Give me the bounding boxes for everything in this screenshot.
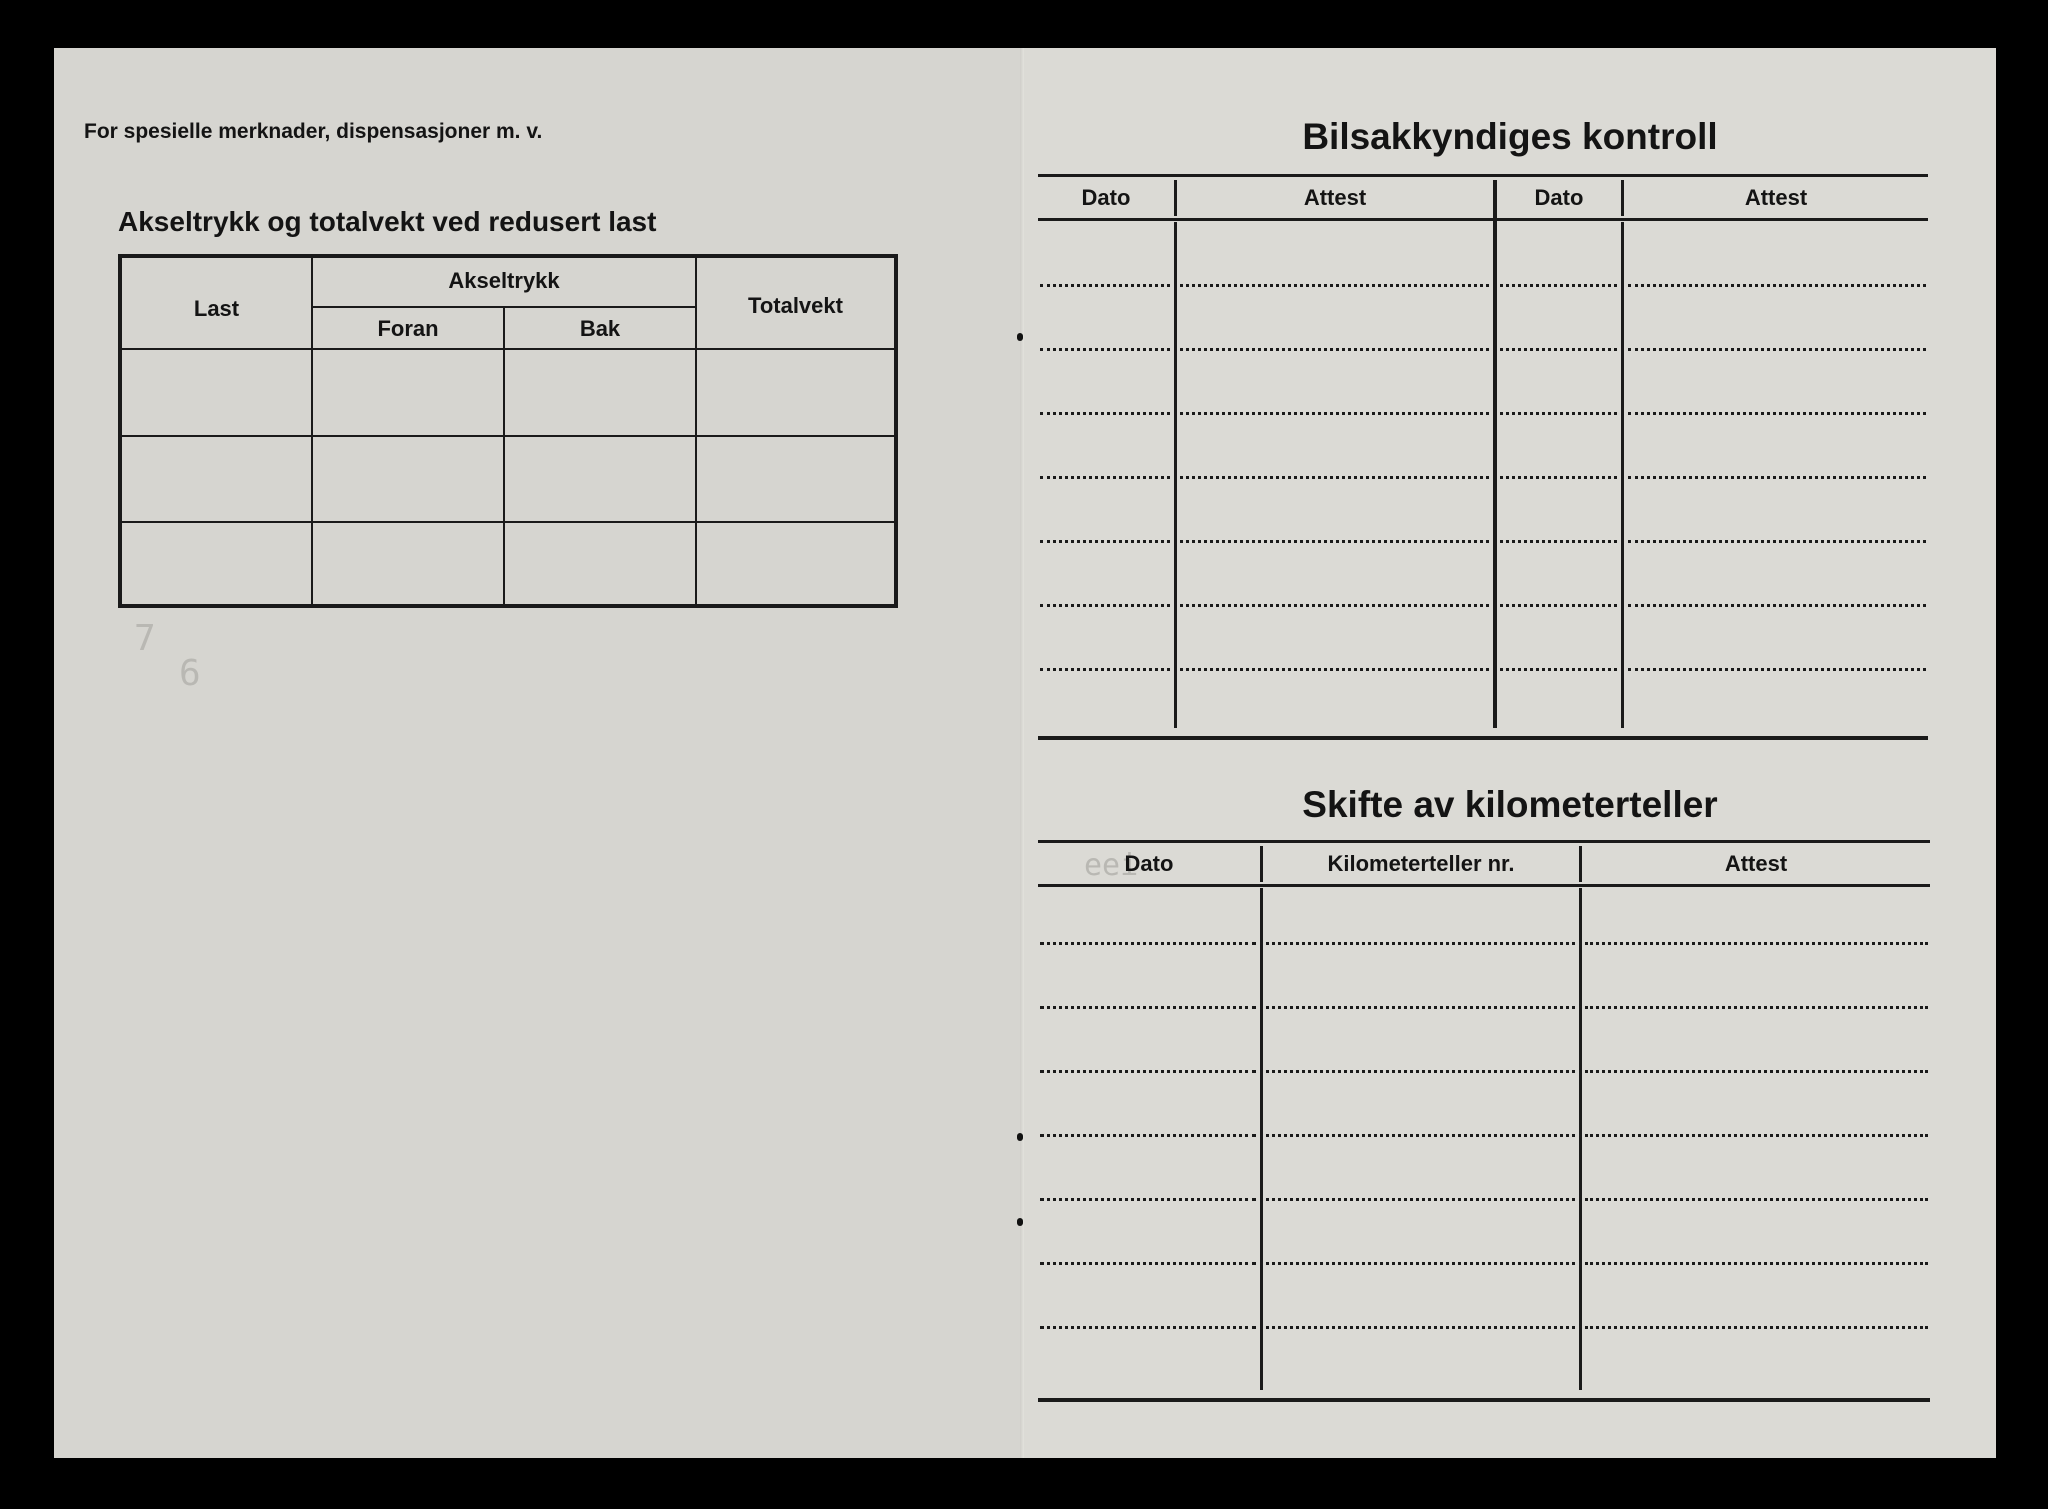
inspection-entry-line: [1628, 668, 1926, 671]
col-header-dato: Dato: [1124, 851, 1174, 876]
inspection-entry-line: [1180, 284, 1489, 287]
inspection-entry-line: [1500, 668, 1617, 671]
bleed-through-mark: eei: [1084, 848, 1139, 883]
odometer-title: Skifte av kilometerteller: [1302, 784, 1718, 825]
odometer-entry-line: [1040, 1070, 1256, 1073]
inspection-entry-line: [1500, 476, 1617, 479]
col-header-akseltrykk: Akseltrykk: [448, 268, 560, 293]
col-header-foran: Foran: [377, 316, 439, 341]
inspection-entry-line: [1040, 604, 1170, 607]
inspection-entry-line: [1180, 476, 1489, 479]
odometer-entry-line: [1585, 1198, 1928, 1201]
odometer-entry-line: [1040, 1326, 1256, 1329]
odometer-entry-line: [1585, 1326, 1928, 1329]
col-header-attest-1: Attest: [1303, 185, 1367, 210]
odometer-entry-line: [1266, 1262, 1575, 1265]
inspection-entry-line: [1628, 540, 1926, 543]
staple-hole: [1017, 1133, 1023, 1141]
bleed-through-mark: 7: [134, 618, 156, 659]
inspection-entry-line: [1180, 348, 1489, 351]
axle-weight-heading: Akseltrykk og totalvekt ved redusert last: [118, 206, 657, 237]
odometer-entry-line: [1266, 1070, 1575, 1073]
staple-hole: [1017, 333, 1023, 341]
odometer-entry-line: [1266, 1198, 1575, 1201]
inspection-entry-line: [1040, 412, 1170, 415]
inspection-entry-line: [1500, 540, 1617, 543]
inspection-entry-line: [1180, 668, 1489, 671]
inspection-entry-line: [1500, 412, 1617, 415]
col-header-attest-2: Attest: [1744, 185, 1808, 210]
inspection-entry-line: [1628, 476, 1926, 479]
odometer-entry-line: [1585, 1134, 1928, 1137]
inspection-entry-line: [1040, 540, 1170, 543]
inspection-entry-line: [1180, 540, 1489, 543]
inspection-entry-line: [1180, 412, 1489, 415]
inspection-entry-line: [1040, 476, 1170, 479]
remarks-heading: For spesielle merknader, dispensasjoner m. v.: [84, 120, 543, 143]
inspection-entry-line: [1500, 348, 1617, 351]
odometer-entry-line: [1585, 1262, 1928, 1265]
col-header-dato-2: Dato: [1534, 185, 1584, 210]
inspection-entry-line: [1040, 284, 1170, 287]
col-header-bak: Bak: [579, 316, 621, 341]
col-header-kilometerteller: Kilometerteller nr.: [1327, 851, 1515, 876]
odometer-entry-line: [1040, 1198, 1256, 1201]
odometer-entry-line: [1040, 942, 1256, 945]
inspection-entry-line: [1628, 412, 1926, 415]
document-sheet: [54, 48, 1996, 1458]
inspection-entry-line: [1500, 604, 1617, 607]
col-header-dato-1: Dato: [1081, 185, 1131, 210]
odometer-entry-line: [1585, 942, 1928, 945]
col-header-last: Last: [193, 296, 240, 321]
inspection-entry-line: [1628, 604, 1926, 607]
inspection-entry-line: [1040, 348, 1170, 351]
inspection-entry-line: [1040, 668, 1170, 671]
inspection-entry-line: [1500, 284, 1617, 287]
odometer-entry-line: [1585, 1070, 1928, 1073]
right-page: [1024, 48, 1996, 1458]
staple-hole: [1017, 1218, 1023, 1226]
bleed-through-mark: 6: [179, 653, 201, 694]
inspection-title: Bilsakkyndiges kontroll: [1302, 116, 1718, 157]
odometer-entry-line: [1040, 1134, 1256, 1137]
odometer-entry-line: [1266, 1326, 1575, 1329]
left-page: [54, 48, 1024, 1458]
col-header-totalvekt: Totalvekt: [748, 293, 843, 318]
odometer-entry-line: [1040, 1006, 1256, 1009]
odometer-entry-line: [1040, 1262, 1256, 1265]
odometer-entry-line: [1266, 1006, 1575, 1009]
odometer-entry-line: [1266, 1134, 1575, 1137]
col-header-attest: Attest: [1724, 851, 1788, 876]
odometer-entry-line: [1585, 1006, 1928, 1009]
inspection-entry-line: [1628, 284, 1926, 287]
inspection-entry-line: [1180, 604, 1489, 607]
odometer-entry-line: [1266, 942, 1575, 945]
inspection-entry-line: [1628, 348, 1926, 351]
